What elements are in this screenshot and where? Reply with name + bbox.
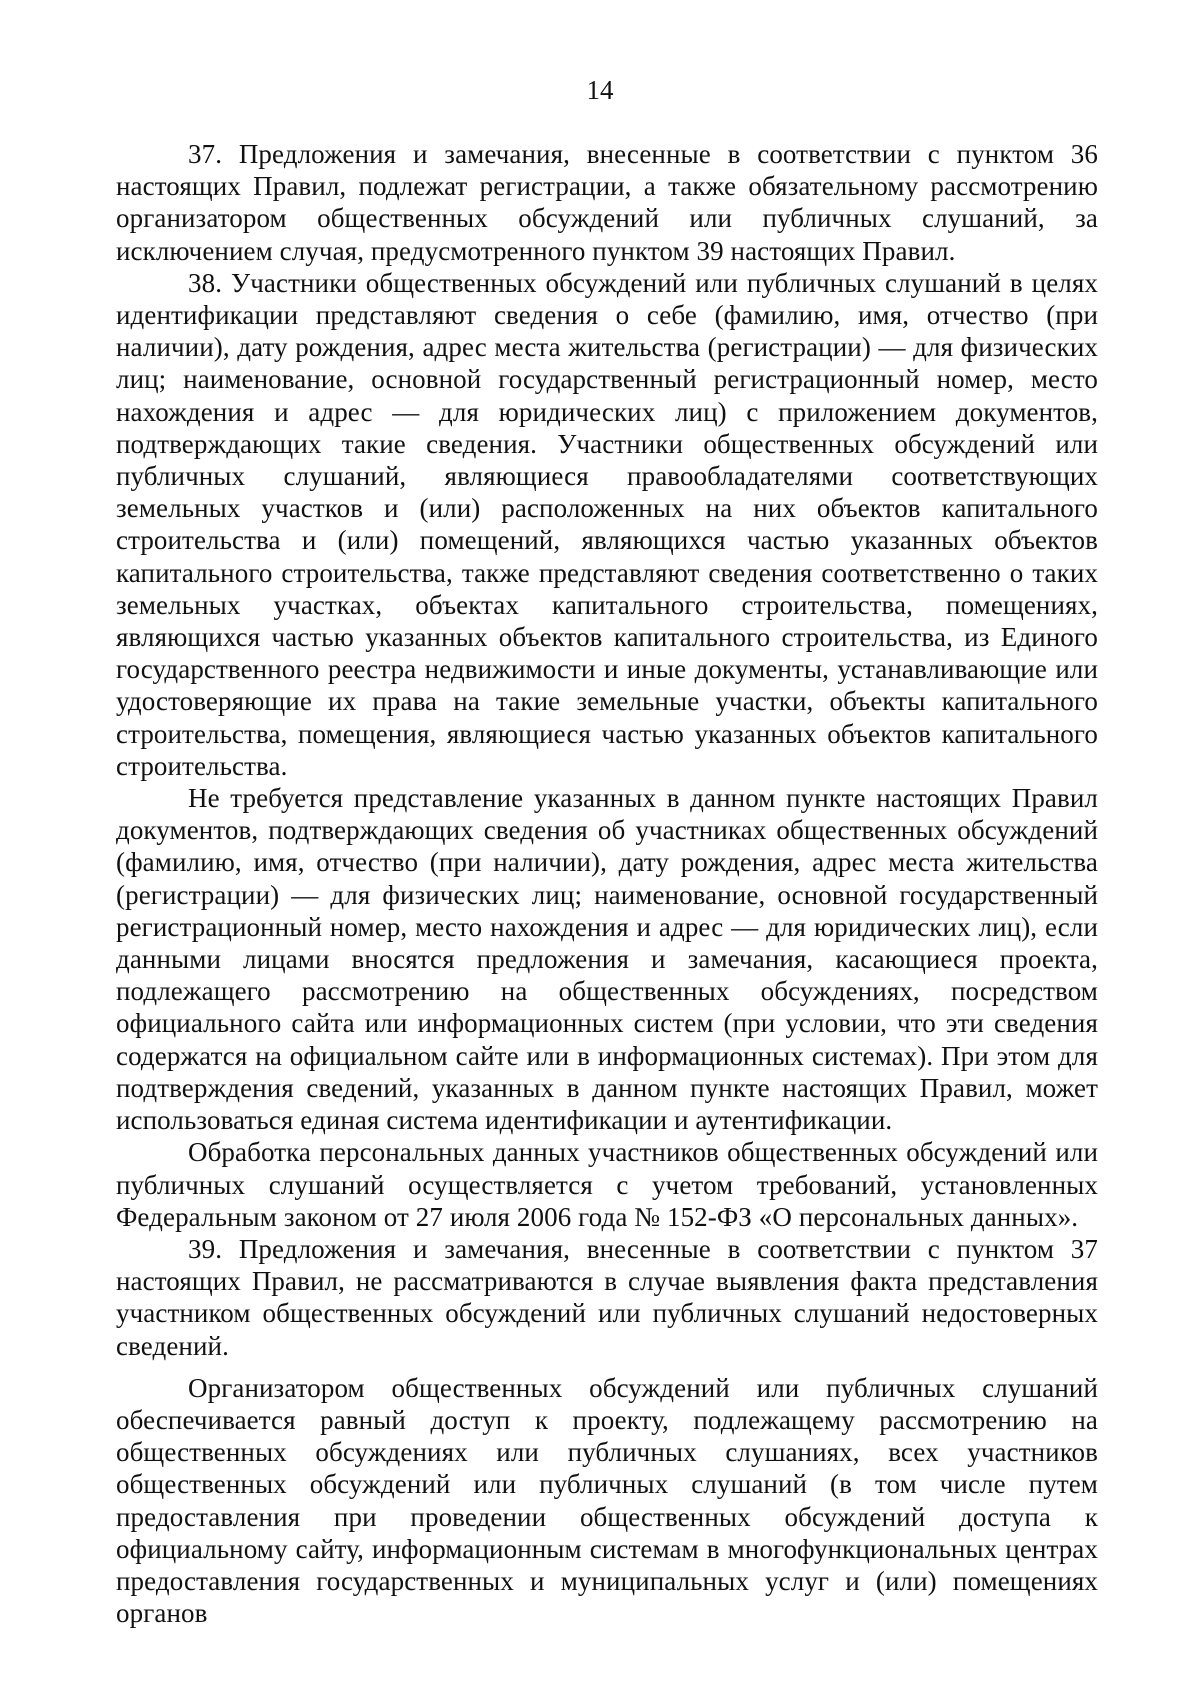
paragraph-39-equal-access: Организатором общественных обсуждений или публичных слушаний обеспечивается равный доступ к проекту, подлежащему рассмотрению на общественных обсуждениях или публичных слушаниях, всех участников общественных обсуждений или публичных слушаний (в том числе путем предоставления при проведении общественных обсуждений доступа к официальному сайту, информационным системам в многофункциональных центрах предоставления государственных и муниципальных услуг и (или) помещениях органов [116, 1372, 1098, 1629]
paragraph-38-documents-exemption: Не требуется представление указанных в данном пункте настоящих Правил документов, подтверждающих сведения об участниках общественных обсуждений (фамилию, имя, отчество (при наличии), дату рождения, адрес места жительства (регистрации) — для физических лиц; наименование, основной государственный регистрационный номер, место нахождения и адрес — для юридических лиц), если данными лицами вносятся предложения и замечания, касающиеся проекта, подлежащего рассмотрению на общественных обсуждениях, посредством официального сайта или информационных систем (при условии, что эти сведения содержатся на официальном сайте или в информационных системах). При этом для подтверждения сведений, указанных в данном пункте настоящих Правил, может использоваться единая система идентификации и аутентификации. [116, 783, 1098, 1136]
paragraph-38-personal-data: Обработка персональных данных участников общественных обсуждений или публичных слушаний осуществляется с учетом требований, установленных Федеральным законом от 27 июля 2006 года № 152-ФЗ «О персональных данных». [116, 1137, 1098, 1232]
paragraph-37: 37. Предложения и замечания, внесенные в соответствии с пунктом 36 настоящих Правил, подлежат регистрации, а также обязательному рассмотрению организатором общественных обсуждений или публичных слушаний, за исключением случая, предусмотренного пунктом 39 настоящих Правил. [116, 139, 1098, 266]
paragraph-39: 39. Предложения и замечания, внесенные в соответствии с пунктом 37 настоящих Правил, не рассматриваются в случае выявления факта представления участником общественных обсуждений или публичных слушаний недостоверных сведений. [116, 1233, 1098, 1361]
document-body [116, 138, 1098, 1629]
page-number: 14 [586, 75, 614, 105]
paragraph-38: 38. Участники общественных обсуждений или публичных слушаний в целях идентификации представляют сведения о себе (фамилию, имя, отчество (при наличии), дату рождения, адрес места жительства (регистрации) — для физических лиц; наименование, основной государственный регистрационный номер, место нахождения и адрес — для юридических лиц) с приложением документов, подтверждающих такие сведения. Участники общественных обсуждений или публичных слушаний, являющиеся правообладателями соответствующих земельных участков и (или) расположенных на них объектов капитального строительства и (или) помещений, являющихся частью указанных объектов капитального строительства, также представляют сведения соответственно о таких земельных участках, объектах капитального строительства, помещениях, являющихся частью указанных объектов капитального строительства, из Единого государственного реестра недвижимости и иные документы, устанавливающие или удостоверяющие их права на такие земельные участки, объекты капитального строительства, помещения, являющиеся частью указанных объектов капитального строительства. [116, 267, 1098, 781]
